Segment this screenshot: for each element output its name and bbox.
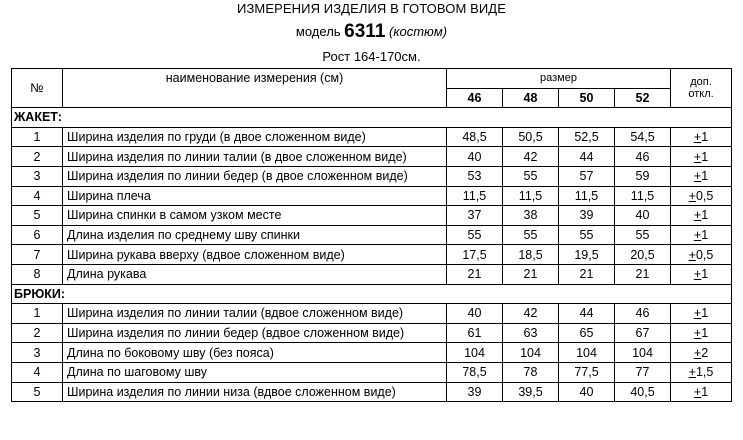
tolerance-value: 1: [701, 326, 709, 341]
tolerance: [671, 127, 732, 147]
measurement-name: Ширина изделия по груди (в двое сложенном виде): [63, 127, 447, 147]
section-row: [12, 108, 732, 128]
measurement-value: 21: [559, 264, 615, 284]
tolerance-value: 0,5: [695, 247, 714, 262]
measurement-name: Ширина изделия по линии бедер (вдвое сложенном виде): [63, 323, 447, 343]
table-row: [12, 225, 732, 245]
measurement-name: Длина изделия по среднему шву спинки: [63, 225, 447, 245]
tolerance-sign: +: [693, 228, 702, 243]
tolerance: [671, 166, 732, 186]
tolerance-value: 0,5: [695, 188, 714, 203]
measurement-value: 39,5: [503, 382, 559, 402]
tolerance-sign: +: [693, 208, 702, 223]
tolerance-sign: +: [688, 365, 696, 380]
measurement-value: 61: [447, 323, 503, 343]
measurement-value: 54,5: [615, 127, 671, 147]
measurement-value: 39: [559, 206, 615, 226]
measurement-name: Ширина плеча: [63, 186, 447, 206]
measurement-value: 21: [503, 264, 559, 284]
measurement-value: 17,5: [447, 245, 503, 265]
measurement-value: 42: [503, 147, 559, 167]
measurement-value: 55: [615, 225, 671, 245]
tolerance-header-line-1: доп.: [690, 76, 712, 89]
measurement-value: 40: [447, 304, 503, 324]
measurement-value: 11,5: [615, 186, 671, 206]
measurement-value: 46: [615, 304, 671, 324]
measurement-name: Ширина изделия по линии бедер (в двое сложенном виде): [63, 166, 447, 186]
table-row: [12, 206, 732, 226]
tolerance: [671, 304, 732, 324]
tolerance: [671, 186, 732, 206]
table-row: [12, 127, 732, 147]
measurement-value: 55: [559, 225, 615, 245]
table-row: [12, 166, 732, 186]
measurement-value: 50,5: [503, 127, 559, 147]
table-row: [12, 264, 732, 284]
row-number: 6: [12, 225, 63, 245]
table-row: [12, 147, 732, 167]
tolerance-value: 1: [701, 228, 709, 243]
measurement-value: 77,5: [559, 362, 615, 382]
tolerance-sign: +: [693, 149, 702, 164]
tolerance: [671, 362, 732, 382]
tolerance-sign: +: [688, 247, 696, 262]
measurement-value: 20,5: [615, 245, 671, 265]
measurement-value: 11,5: [559, 186, 615, 206]
tolerance-sign: +: [693, 130, 702, 145]
tolerance-value: 2: [701, 345, 709, 360]
measurement-value: 52,5: [559, 127, 615, 147]
measurement-value: 67: [615, 323, 671, 343]
row-number: 7: [12, 245, 63, 265]
row-number: 3: [12, 166, 63, 186]
size-header: 48: [503, 88, 559, 108]
measurement-value: 40: [447, 147, 503, 167]
measurement-value: 40: [615, 206, 671, 226]
tolerance: [671, 382, 732, 402]
measurement-value: 40,5: [615, 382, 671, 402]
measurement-name: Длина рукава: [63, 264, 447, 284]
table-row: [12, 382, 732, 402]
section-title: ЖАКЕТ:: [12, 108, 732, 128]
size-header: 52: [615, 88, 671, 108]
row-number: 2: [12, 323, 63, 343]
measurement-name: Ширина изделия по линии талии (вдвое сложенном виде): [63, 304, 447, 324]
measurement-value: 19,5: [559, 245, 615, 265]
table-row: [12, 186, 732, 206]
col-size-header: размер: [447, 69, 671, 89]
section-row: [12, 284, 732, 304]
col-tolerance-header: [671, 69, 732, 108]
model-kind: (костюм): [389, 24, 448, 39]
model-number: 6311: [344, 21, 386, 42]
measurement-value: 48,5: [447, 127, 503, 147]
document-title: ИЗМЕРЕНИЯ ИЗДЕЛИЯ В ГОТОВОМ ВИДЕ: [237, 1, 506, 16]
measurement-value: 59: [615, 166, 671, 186]
measurement-value: 63: [503, 323, 559, 343]
tolerance-sign: +: [688, 188, 696, 203]
measurement-value: 40: [559, 382, 615, 402]
measurement-name: Ширина спинки в самом узком месте: [63, 206, 447, 226]
tolerance-sign: +: [693, 326, 702, 341]
row-number: 2: [12, 147, 63, 167]
model-line: [0, 21, 743, 43]
measurement-value: 42: [503, 304, 559, 324]
row-number: 1: [12, 304, 63, 324]
tolerance-sign: +: [693, 169, 702, 184]
measurements-table: [11, 68, 732, 402]
row-number: 5: [12, 382, 63, 402]
measurement-value: 77: [615, 362, 671, 382]
measurement-value: 37: [447, 206, 503, 226]
height-range: Рост 164-170см.: [322, 49, 421, 64]
tolerance: [671, 343, 732, 363]
measurement-value: 44: [559, 304, 615, 324]
measurement-value: 11,5: [503, 186, 559, 206]
tolerance-sign: +: [693, 267, 702, 282]
tolerance-value: 1: [701, 130, 709, 145]
table-row: [12, 323, 732, 343]
tolerance-sign: +: [693, 345, 702, 360]
tolerance-header-line-2: откл.: [688, 88, 714, 101]
measurement-value: 53: [447, 166, 503, 186]
tolerance-value: 1: [701, 149, 709, 164]
tolerance: [671, 225, 732, 245]
col-name-header: наименование измерения (см): [63, 69, 447, 108]
col-num-header: №: [12, 69, 63, 108]
measurement-value: 104: [559, 343, 615, 363]
row-number: 4: [12, 186, 63, 206]
row-number: 5: [12, 206, 63, 226]
measurement-value: 55: [503, 166, 559, 186]
tolerance-sign: +: [693, 306, 702, 321]
table-row: [12, 362, 732, 382]
row-number: 8: [12, 264, 63, 284]
section-title: БРЮКИ:: [12, 284, 732, 304]
measurement-value: 21: [615, 264, 671, 284]
tolerance: [671, 206, 732, 226]
row-number: 1: [12, 127, 63, 147]
tolerance-value: 1: [701, 306, 709, 321]
measurement-value: 55: [503, 225, 559, 245]
measurement-value: 39: [447, 382, 503, 402]
measurement-value: 104: [447, 343, 503, 363]
measurement-value: 65: [559, 323, 615, 343]
tolerance: [671, 323, 732, 343]
measurement-name: Длина по шаговому шву: [63, 362, 447, 382]
measurement-value: 57: [559, 166, 615, 186]
measurement-value: 38: [503, 206, 559, 226]
measurement-value: 44: [559, 147, 615, 167]
tolerance: [671, 264, 732, 284]
measurement-value: 104: [615, 343, 671, 363]
table-row: [12, 304, 732, 324]
measurement-value: 55: [447, 225, 503, 245]
size-header: 50: [559, 88, 615, 108]
tolerance-value: 1,5: [695, 365, 714, 380]
table-row: [12, 245, 732, 265]
row-number: 4: [12, 362, 63, 382]
tolerance: [671, 147, 732, 167]
measurement-name: Ширина рукава вверху (вдвое сложенном виде): [63, 245, 447, 265]
tolerance-value: 1: [701, 384, 709, 399]
measurement-value: 21: [447, 264, 503, 284]
size-header: 46: [447, 88, 503, 108]
row-number: 3: [12, 343, 63, 363]
header-row-1: [12, 69, 732, 89]
model-prefix: модель: [295, 24, 341, 39]
tolerance-sign: +: [693, 384, 702, 399]
tolerance-value: 1: [701, 208, 709, 223]
measurement-name: Ширина изделия по линии низа (вдвое сложенном виде): [63, 382, 447, 402]
tolerance-value: 1: [701, 169, 709, 184]
measurement-name: Длина по боковому шву (без пояса): [63, 343, 447, 363]
measurements-body: [12, 108, 732, 402]
table-row: [12, 343, 732, 363]
tolerance-value: 1: [701, 267, 709, 282]
tolerance: [671, 245, 732, 265]
measurement-value: 78: [503, 362, 559, 382]
measurement-value: 18,5: [503, 245, 559, 265]
measurement-name: Ширина изделия по линии талии (в двое сложенном виде): [63, 147, 447, 167]
measurement-value: 11,5: [447, 186, 503, 206]
measurement-value: 104: [503, 343, 559, 363]
measurement-value: 46: [615, 147, 671, 167]
measurement-value: 78,5: [447, 362, 503, 382]
